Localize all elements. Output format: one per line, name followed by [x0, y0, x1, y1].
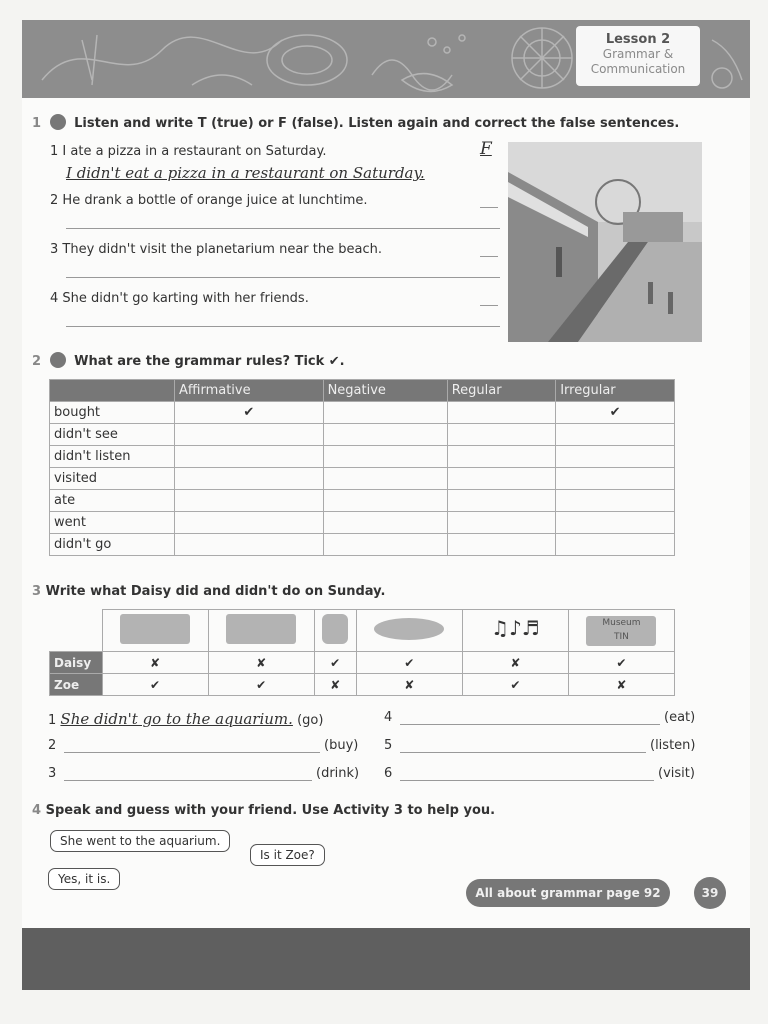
- tick-cell[interactable]: [556, 424, 675, 446]
- ex3-fill-3: [48, 766, 56, 781]
- fill-number: 5: [384, 738, 393, 753]
- table-header-row: [50, 380, 675, 402]
- ex4-number: 4: [32, 803, 42, 818]
- row-word: bought: [50, 402, 175, 424]
- ex1-item-1: [50, 144, 326, 159]
- ex3-fill-verb-2: (buy): [324, 738, 359, 753]
- tick-cell[interactable]: [447, 468, 556, 490]
- table-row: [50, 512, 675, 534]
- ex1-correction-line-3[interactable]: [66, 277, 500, 278]
- ex1-answer-line-3[interactable]: [480, 256, 498, 257]
- ex3-fill-line-2[interactable]: [64, 752, 320, 753]
- header-blank: [50, 380, 175, 402]
- ex3-heading: [32, 584, 385, 599]
- tick-cell[interactable]: [447, 490, 556, 512]
- mark-cell: ✔: [314, 652, 356, 674]
- ex2-heading: [32, 352, 345, 369]
- lesson-subtitle-2: Communication: [590, 62, 686, 76]
- tick-cell[interactable]: [447, 446, 556, 468]
- mark-cell: ✘: [102, 652, 208, 674]
- table-row: [50, 674, 675, 696]
- tick-cell[interactable]: [175, 424, 324, 446]
- picture-cell: [462, 610, 568, 652]
- ex3-number: 3: [32, 584, 42, 599]
- ex3-fill-verb-6: (visit): [658, 766, 695, 781]
- music-notes-icon: ♫♪♬: [491, 615, 540, 640]
- tick-cell[interactable]: ✔: [556, 402, 675, 424]
- ex3-fill-verb-4: (eat): [664, 710, 696, 725]
- daisy-zoe-table: [49, 609, 675, 696]
- ex2-instruction: What are the grammar rules? Tick ✔.: [74, 354, 345, 369]
- fill-answer[interactable]: She didn't go to the aquarium.: [60, 710, 293, 728]
- item-sentence: He drank a bottle of orange juice at lunchtime.: [62, 193, 368, 208]
- tick-cell[interactable]: [175, 468, 324, 490]
- picture-cell: [102, 610, 208, 652]
- fill-verb: (go): [297, 713, 324, 728]
- table-row: [50, 424, 675, 446]
- tick-cell[interactable]: [175, 512, 324, 534]
- item-sentence: They didn't visit the planetarium near the beach.: [62, 242, 382, 257]
- ex1-answer-1[interactable]: F: [480, 139, 492, 159]
- col-negative: Negative: [323, 380, 447, 402]
- picture-cell: [356, 610, 462, 652]
- museum-ticket-icon: [586, 616, 656, 646]
- item-number: 1: [50, 144, 59, 159]
- ex1-number: 1: [32, 116, 42, 131]
- table-row: [50, 652, 675, 674]
- tick-cell[interactable]: [323, 490, 447, 512]
- fill-number: 1: [48, 713, 57, 728]
- table-row: [50, 490, 675, 512]
- ex3-fill-line-6[interactable]: [400, 780, 654, 781]
- lesson-title: Lesson 2: [605, 32, 671, 47]
- fill-number: 6: [384, 766, 393, 781]
- ex1-correction-line-2[interactable]: [66, 228, 500, 229]
- mark-cell: ✔: [462, 674, 568, 696]
- tick-cell[interactable]: [175, 490, 324, 512]
- ex3-fill-line-5[interactable]: [400, 752, 646, 753]
- ex1-item-3: [50, 242, 382, 257]
- ex1-correction-line-4[interactable]: [66, 326, 500, 327]
- tick-cell[interactable]: [323, 534, 447, 556]
- item-number: 2: [50, 193, 59, 208]
- mark-cell: ✔: [208, 674, 314, 696]
- row-word: didn't listen: [50, 446, 175, 468]
- table-row: [50, 402, 675, 424]
- row-word: went: [50, 512, 175, 534]
- fill-number: 2: [48, 738, 57, 753]
- ex3-fill-line-3[interactable]: [64, 780, 312, 781]
- tick-cell[interactable]: [556, 534, 675, 556]
- ex1-heading: [32, 114, 679, 131]
- fill-number: 4: [384, 710, 393, 725]
- row-word: visited: [50, 468, 175, 490]
- table-row: [50, 468, 675, 490]
- picture-cell: [568, 610, 674, 652]
- speech-bubble-3: Yes, it is.: [48, 868, 120, 890]
- tick-cell[interactable]: [323, 424, 447, 446]
- ex3-instruction: Write what Daisy did and didn't do on Sunday.: [45, 584, 386, 599]
- bottom-banner: [22, 928, 750, 990]
- ex3-fill-verb-3: (drink): [316, 766, 360, 781]
- ex1-answer-line-2[interactable]: [480, 207, 498, 208]
- grammar-reference-link[interactable]: All about grammar page 92: [466, 879, 670, 907]
- ex3-fill-verb-5: (listen): [650, 738, 696, 753]
- col-irregular: Irregular: [556, 380, 675, 402]
- ex1-item-4: [50, 291, 309, 306]
- tick-cell[interactable]: [175, 534, 324, 556]
- mark-cell: ✘: [462, 652, 568, 674]
- item-sentence: I ate a pizza in a restaurant on Saturday.: [62, 144, 327, 159]
- tick-cell[interactable]: [556, 512, 675, 534]
- mark-cell: ✘: [356, 674, 462, 696]
- fill-number: 3: [48, 766, 57, 781]
- grammar-rules-table: [49, 379, 675, 556]
- ex4-instruction: Speak and guess with your friend. Use Activity 3 to help you.: [45, 803, 496, 818]
- item-number: 3: [50, 242, 59, 257]
- tick-cell[interactable]: [447, 534, 556, 556]
- ex3-fill-2: [48, 738, 56, 753]
- magazine-icon: [226, 614, 296, 644]
- tick-cell[interactable]: [447, 512, 556, 534]
- row-word: ate: [50, 490, 175, 512]
- header-banner: [22, 20, 750, 98]
- lesson-subtitle-1: Grammar &: [602, 47, 674, 61]
- picture-cell: [208, 610, 314, 652]
- tick-cell[interactable]: [556, 446, 675, 468]
- row-name: Daisy: [50, 652, 103, 674]
- tick-cell[interactable]: [447, 402, 556, 424]
- tick-cell[interactable]: [323, 512, 447, 534]
- row-word: didn't see: [50, 424, 175, 446]
- ex1-instruction: Listen and write T (true) or F (false). Listen again and correct the false sentences.: [74, 116, 680, 131]
- item-number: 4: [50, 291, 59, 306]
- item-sentence: She didn't go karting with her friends.: [62, 291, 309, 306]
- blank-cell: [50, 610, 103, 652]
- speech-bubble-1: She went to the aquarium.: [50, 830, 230, 852]
- sandwich-icon: [374, 618, 444, 640]
- ex1-item-2: [50, 193, 368, 208]
- mark-cell: ✘: [208, 652, 314, 674]
- row-word: didn't go: [50, 534, 175, 556]
- table-row: [50, 446, 675, 468]
- col-regular: Regular: [447, 380, 556, 402]
- col-affirmative: Affirmative: [175, 380, 324, 402]
- page-number: 39: [694, 877, 726, 909]
- audio-cd-icon: [50, 114, 66, 130]
- pier-photo: [508, 142, 702, 342]
- tick-cell[interactable]: ✔: [175, 402, 324, 424]
- tick-cell[interactable]: [556, 490, 675, 512]
- tick-cell[interactable]: [447, 424, 556, 446]
- mark-cell: ✘: [568, 674, 674, 696]
- mark-cell: ✘: [314, 674, 356, 696]
- museum-ticket-text: TIN: [613, 631, 629, 642]
- ex3-fill-6: [384, 766, 392, 781]
- lesson-label-box: [576, 26, 700, 86]
- pictures-row: [50, 610, 675, 652]
- mark-cell: ✔: [356, 652, 462, 674]
- workbook-page: [22, 20, 750, 990]
- tick-cell[interactable]: [323, 446, 447, 468]
- table-row: [50, 534, 675, 556]
- ex1-correction-1[interactable]: I didn't eat a pizza in a restaurant on Saturday.: [66, 164, 425, 182]
- aquarium-ticket-icon: [120, 614, 190, 644]
- row-name: Zoe: [50, 674, 103, 696]
- mark-cell: ✔: [102, 674, 208, 696]
- museum-ticket-label: Museum: [602, 617, 641, 628]
- picture-cell: [314, 610, 356, 652]
- tick-cell[interactable]: [175, 446, 324, 468]
- speech-bubble-2: Is it Zoe?: [250, 844, 325, 866]
- ex3-fill-line-4[interactable]: [400, 724, 660, 725]
- ex3-fill-1: [48, 710, 323, 728]
- ex4-heading: [32, 803, 495, 818]
- mark-cell: ✔: [568, 652, 674, 674]
- ex3-fill-5: [384, 738, 392, 753]
- tick-cell[interactable]: [323, 468, 447, 490]
- brain-icon: [50, 352, 66, 368]
- ex1-answer-line-4[interactable]: [480, 305, 498, 306]
- tick-cell[interactable]: [556, 468, 675, 490]
- ex3-fill-4: [384, 710, 392, 725]
- drink-cup-icon: [322, 614, 348, 644]
- ex2-number: 2: [32, 354, 42, 369]
- tick-cell[interactable]: [323, 402, 447, 424]
